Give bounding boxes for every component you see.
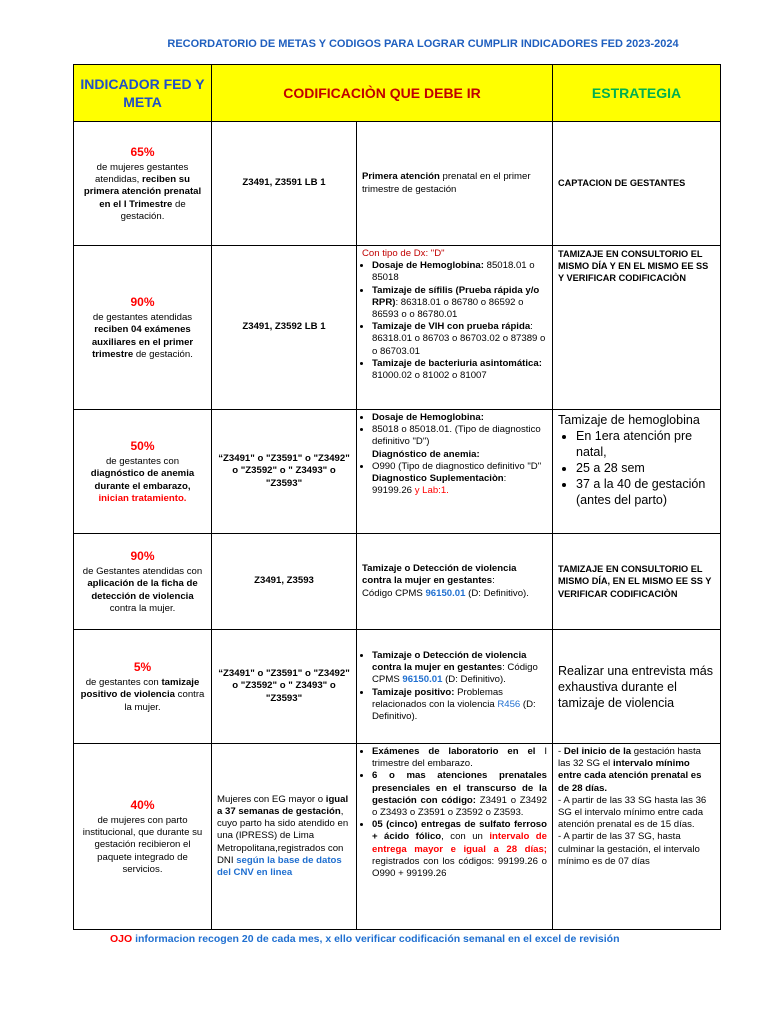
header-strategy: ESTRATEGIA [553,65,721,122]
strategy-cell: TAMIZAJE EN CONSULTORIO EL MISMO DÍA Y EN EL MISMO EE SS Y VERIFICAR CODIFICACIÒN [553,246,721,410]
list-item: • Tamizaje positivo: Problemas relacionados con la violencia R456 (D: Definitivo). [372,687,547,724]
codes-cell: “Z3491" o "Z3591" o "Z3492" o "Z3592" o " Z3493" o "Z3593" [212,410,357,534]
indicator-text: de gestantes con [85,677,162,689]
indicator-cell [74,122,212,246]
goal-percent: 90% [130,295,155,310]
indicator-text: de mujeres gestantes atendidas, [95,161,189,186]
table-row [74,630,721,744]
indicator-text-bold: tamizaje positivo de violencia [80,677,200,701]
indicator-cell [74,246,212,410]
list-item: • O990 (Tipo de diagnostico definitivo "D" Diagnostico Suplementaciòn: 99199.26 y Lab:1. [372,461,547,498]
goal-percent: 90% [130,549,155,564]
strategy-cell [553,410,721,534]
indicator-text: de mujeres con parto institucional, que durante su gestación recibieron el paquete integrado de servicios. [82,814,203,875]
goal-percent: 5% [133,660,152,675]
strategy-cell: Realizar una entrevista más exhaustiva durante el tamizaje de violencia [553,630,721,744]
header-codification: CODIFICACIÒN QUE DEBE IR [212,65,553,122]
ojo-label: OJO [110,933,133,945]
codes-cell: Z3491, Z3592 LB 1 [212,246,357,410]
header-indicator: INDICADOR FED Y META [74,65,212,122]
list-item: • 25 a 28 sem [576,460,715,476]
indicator-text-bold: aplicación de la ficha de detección de violencia [87,578,198,602]
footer-note [110,933,619,945]
description-text: prenatal en el primer trimestre de gestación [362,171,531,195]
description-cell [357,122,553,246]
list-item: • Tamizaje o Detección de violencia contra la mujer en gestantes: Código CPMS 96150.01 (D: Definitivo). [372,650,547,687]
list-item: • Dosaje de Hemoglobina: [372,412,547,424]
description-text: Código CPMS [362,587,426,599]
page-title: RECORDATORIO DE METAS Y CODIGOS PARA LOGRAR CUMPLIR INDICADORES FED 2023-2024 [167,38,679,50]
interval-note: - Del inicio de la gestación hasta las 32 SG el intervalo mínimo entre cada atención prenatal es de 28 días. [558,746,702,794]
description-cell [357,744,553,930]
table-row [74,410,721,534]
indicator-cell [74,744,212,930]
violence-list [362,650,547,723]
indicator-text-bold: reciben 04 exámenes auxiliares en el primer trimestre [91,324,194,360]
indicator-cell [74,410,212,534]
dx-type: Con tipo de Dx: "D" [362,248,445,259]
goal-percent: 65% [130,144,155,159]
footer-text: informacion recogen 20 de cada mes, x ello verificar codificación semanal en el excel de revisión [132,933,620,945]
header-row [74,65,721,122]
strategy-title: Tamizaje de hemoglobina [558,413,700,427]
description-cell [357,246,553,410]
list-item: • 37 a la 40 de gestación (antes del parto) [576,476,715,508]
codes-cell: Z3491, Z3591 LB 1 [212,122,357,246]
indicator-text: contra la mujer. [124,689,205,713]
indicator-text: de Gestantes atendidas con [82,566,203,578]
indicator-cell [74,534,212,630]
strategy-cell [553,744,721,930]
list-item: • Tamizaje de sífilis (Prueba rápida y/o RPR): 86318.01 o 86780 o 86592 o 86593 o o 86780.01 [372,285,547,322]
description-cell: Tamizaje o Detección de violencia contra la mujer en gestantes: Código CPMS 96150.01 (D: Definitivo). [357,534,553,630]
description-cell [357,410,553,534]
description-bold: Tamizaje o Detección de violencia contra la mujer en gestantes [362,563,517,587]
list-item: • Tamizaje de VIH con prueba rápida: 86318.01 o 86703 o 86703.02 o 87389 o o 86703.01 [372,321,547,358]
indicator-text-bold: reciben su primera atención prenatal en el I Trimestre [83,174,202,210]
table-row [74,246,721,410]
indicator-cell [74,630,212,744]
indicator-text-red: inician tratamiento. [98,492,187,504]
goal-percent: 40% [130,797,155,812]
indicator-text: contra la mujer. [109,602,176,614]
cpms-code: 96150.01 [425,587,466,599]
indicator-text: de gestantes atendidas [92,312,193,324]
list-item: • Exámenes de laboratorio en el I trimestre del embarazo. [372,746,547,770]
strategy-cell: TAMIZAJE EN CONSULTORIO EL MISMO DÍA, EN EL MISMO EE SS Y VERIFICAR CODIFICACIÒN [553,534,721,630]
codes-text: Z3491" o "Z3591" o "Z3492" o "Z3592" o " Z3493" o "Z3593" [223,668,350,704]
codes-text: Z3491" o "Z3591" o "Z3492" o "Z3592" o " Z3493" o "Z3593" [223,453,350,489]
goal-percent: 50% [130,439,155,454]
codes-cell: Z3491, Z3593 [212,534,357,630]
indicator-text: de gestantes con [105,456,180,468]
indicator-text: de gestación. [120,198,186,222]
list-item: • Tamizaje de bacteriuria asintomática: 81000.02 o 81002 o 81007 [372,358,547,382]
table-row [74,122,721,246]
codes-cell: Mujeres con EG mayor o igual a 37 semanas de gestación, cuyo parto ha sido atendido en una (IPRESS) de Lima Metropolitana,registrados con DNI según la base de datos del CNV en linea [212,744,357,930]
description-bold: Primera atención [362,171,440,183]
indicator-text: de gestación. [133,348,193,360]
indicator-text-bold: diagnóstico de anemia durante el embarazo, [90,468,195,492]
strategy-list [558,428,715,508]
list-item: • Dosaje de Hemoglobina: 85018.01 o 85018 [372,260,547,284]
indicators-table [73,64,721,930]
interval-note: - A partir de las 33 SG hasta las 36 SG el intervalo mínimo entre cada atención prenatal es de 15 días. [558,794,707,831]
anemia-list [362,412,547,497]
exam-list [362,260,547,382]
table-row [74,534,721,630]
list-item: • 85018 o 85018.01. (Tipo de diagnostico definitivo "D") Diagnóstico de anemia: [372,424,547,461]
list-item: • 05 (cinco) entregas de sulfato ferroso + ácido fólico, con un intervalo de entrega mayor e igual a 28 días; registrados con los códigos: 99199.26 o O990 + 99199.26 [372,819,547,880]
table-row [74,744,721,930]
interval-note: - A partir de las 37 SG, hasta culminar la gestación, el intervalo mínimo es de 07 días [558,831,700,867]
codes-cell: “Z3491" o "Z3591" o "Z3492" o "Z3592" o " Z3493" o "Z3593" [212,630,357,744]
list-item: • En 1era atención pre natal, [576,428,715,460]
list-item: • 6 o mas atenciones prenatales presenciales en el transcurso de la gestación con código: Z3491 o Z3492 o Z3493 o Z3591 o Z3592 o Z3593. [372,770,547,819]
package-list [362,746,547,880]
strategy-cell: CAPTACION DE GESTANTES [553,122,721,246]
description-cell [357,630,553,744]
